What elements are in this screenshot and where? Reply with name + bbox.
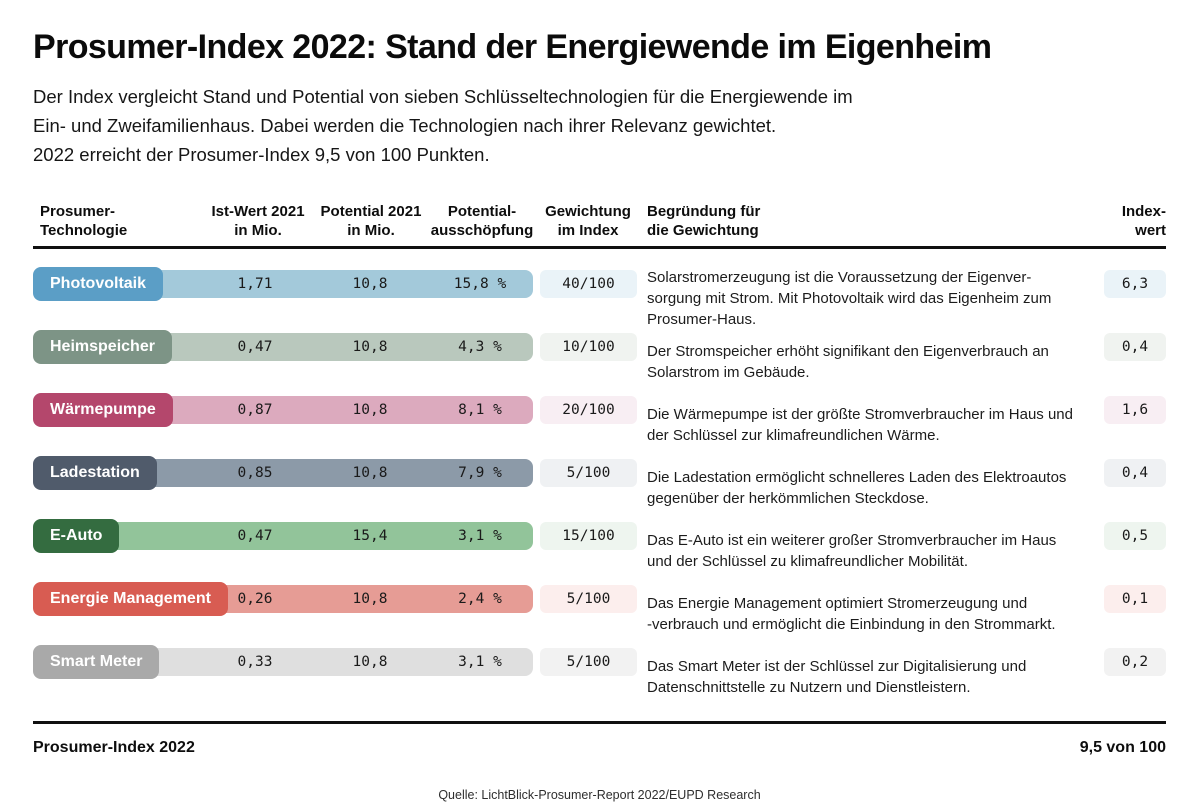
- col-header-potentialausschoepfung: Potential- ausschöpfung: [430, 203, 534, 239]
- technology-label: Smart Meter: [33, 645, 159, 679]
- ist-wert-value: 0,33: [237, 654, 273, 670]
- gewichtung-cell: 5/100: [540, 459, 637, 487]
- ausschoepfung-value: 2,4 %: [458, 591, 502, 607]
- ausschoepfung-value: 4,3 %: [458, 339, 502, 355]
- table-row: [33, 456, 1166, 519]
- potential-value: 10,8: [352, 276, 388, 292]
- col-header-ist-wert: Ist-Wert 2021 in Mio.: [211, 203, 305, 239]
- begruendung-text: Die Ladestation ermöglicht schnelleres Laden des Elektroautos gegenüber der herkömmlichen Steckdose.: [647, 468, 1067, 507]
- intro-line: Der Index vergleicht Stand und Potential von sieben Schlüsseltechnologien für die Energiewende im: [33, 86, 853, 107]
- table-row: [33, 267, 1166, 330]
- footer-index-total: 9,5 von 100: [1079, 739, 1166, 756]
- potential-value: 10,8: [352, 465, 388, 481]
- col-header-gewichtung: Gewichtung im Index: [545, 203, 631, 239]
- technology-label: Photovoltaik: [33, 267, 163, 301]
- table-header-row: [33, 203, 1166, 249]
- indexwert-cell: 0,2: [1104, 648, 1166, 676]
- col-header-potential: Potential 2021 in Mio.: [320, 203, 422, 239]
- indexwert-cell: 0,1: [1104, 585, 1166, 613]
- technology-label: E-Auto: [33, 519, 119, 553]
- potential-value: 10,8: [352, 591, 388, 607]
- begruendung-text: Der Stromspeicher erhöht signifikant den Eigenverbrauch an Solarstrom im Gebäude.: [647, 342, 1049, 381]
- ist-wert-value: 0,47: [237, 339, 273, 355]
- ausschoepfung-value: 3,1 %: [458, 654, 502, 670]
- gewichtung-cell: 5/100: [540, 648, 637, 676]
- technology-label: Ladestation: [33, 456, 157, 490]
- begruendung-text: Das E-Auto ist ein weiterer großer Stromverbraucher im Haus und der Schlüssel zu klimafreundlicher Mobilität.: [647, 531, 1057, 570]
- begruendung-text: Die Wärmepumpe ist der größte Stromverbraucher im Haus und der Schlüssel zur klimafreundlichen Wärme.: [647, 405, 1073, 444]
- col-header-begruendung: Begründung für die Gewichtung: [647, 203, 761, 239]
- ist-wert-value: 0,47: [237, 528, 273, 544]
- ist-wert-value: 0,85: [237, 465, 273, 481]
- ist-wert-value: 0,87: [237, 402, 273, 418]
- table-row: [33, 330, 1166, 393]
- gewichtung-cell: 15/100: [540, 522, 637, 550]
- table-row: [33, 393, 1166, 456]
- begruendung-text: Solarstromerzeugung ist die Voraussetzung der Eigenver- sorgung mit Strom. Mit Photovoltaik wird das Eigenheim zum Prosumer-Haus.: [647, 269, 1052, 328]
- begruendung-text: Das Energie Management optimiert Stromerzeugung und -verbrauch und ermöglicht die Einbindung in den Strommarkt.: [647, 594, 1056, 633]
- table-row: [33, 519, 1166, 582]
- begruendung-text: Das Smart Meter ist der Schlüssel zur Digitalisierung und Datenschnittstelle zu Nutzern und Dienstleistern.: [647, 657, 1027, 696]
- potential-value: 10,8: [352, 402, 388, 418]
- table-body: [33, 267, 1166, 708]
- indexwert-cell: 0,4: [1104, 459, 1166, 487]
- ausschoepfung-value: 7,9 %: [458, 465, 502, 481]
- table-footer-row: [33, 721, 1166, 757]
- ausschoepfung-value: 8,1 %: [458, 402, 502, 418]
- ausschoepfung-value: 3,1 %: [458, 528, 502, 544]
- indexwert-cell: 0,5: [1104, 522, 1166, 550]
- page-title: Prosumer-Index 2022: Stand der Energiewende im Eigenheim: [33, 28, 992, 66]
- gewichtung-cell: 20/100: [540, 396, 637, 424]
- indexwert-cell: 6,3: [1104, 270, 1166, 298]
- potential-value: 10,8: [352, 339, 388, 355]
- indexwert-cell: 0,4: [1104, 333, 1166, 361]
- footer-index-label: Prosumer-Index 2022: [33, 739, 195, 756]
- technology-label: Wärmepumpe: [33, 393, 173, 427]
- potential-value: 15,4: [352, 528, 388, 544]
- gewichtung-cell: 40/100: [540, 270, 637, 298]
- gewichtung-cell: 5/100: [540, 585, 637, 613]
- intro-line: 2022 erreicht der Prosumer-Index 9,5 von 100 Punkten.: [33, 144, 490, 165]
- technology-label: Heimspeicher: [33, 330, 172, 364]
- col-header-indexwert: Index- wert: [1121, 203, 1166, 239]
- col-header-technologie: Prosumer- Technologie: [40, 203, 128, 239]
- technology-label: Energie Management: [33, 582, 228, 616]
- indexwert-cell: 1,6: [1104, 396, 1166, 424]
- source-credit: Quelle: LichtBlick-Prosumer-Report 2022/EUPD Research: [438, 788, 761, 802]
- potential-value: 10,8: [352, 654, 388, 670]
- ist-wert-value: 1,71: [237, 276, 273, 292]
- table-row: [33, 645, 1166, 708]
- ist-wert-value: 0,26: [237, 591, 273, 607]
- ausschoepfung-value: 15,8 %: [453, 276, 507, 292]
- intro-line: Ein- und Zweifamilienhaus. Dabei werden die Technologien nach ihrer Relevanz gewichtet.: [33, 115, 777, 136]
- gewichtung-cell: 10/100: [540, 333, 637, 361]
- intro-text: [33, 82, 1166, 169]
- table-row: [33, 582, 1166, 645]
